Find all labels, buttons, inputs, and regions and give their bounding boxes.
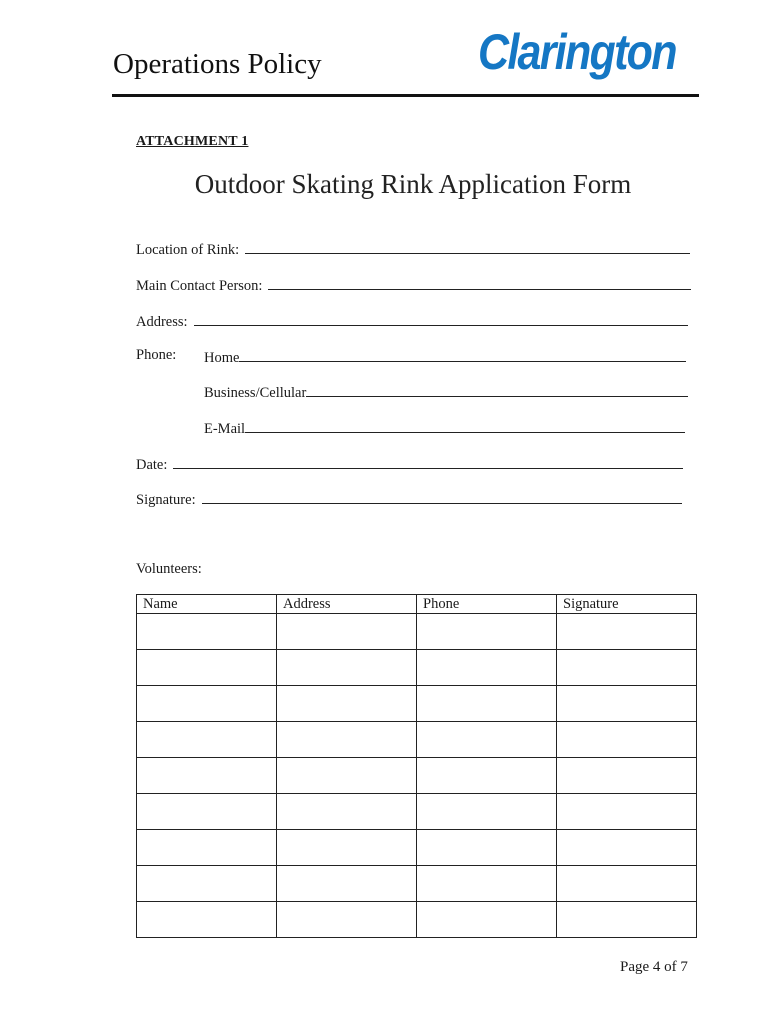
column-header-address: Address	[277, 595, 417, 614]
table-cell-name[interactable]	[137, 650, 277, 686]
table-cell-name[interactable]	[137, 830, 277, 866]
phone-label-wrap	[136, 347, 176, 364]
table-cell-phone[interactable]	[417, 614, 557, 650]
signature-input-line[interactable]	[202, 489, 682, 504]
table-cell-address[interactable]	[277, 794, 417, 830]
email-input-line[interactable]	[245, 418, 685, 433]
table-row	[137, 686, 697, 722]
table-cell-phone[interactable]	[417, 722, 557, 758]
table-cell-phone[interactable]	[417, 686, 557, 722]
page-number: Page 4 of 7	[620, 959, 688, 975]
phone-home-field[interactable]	[204, 347, 686, 367]
email-label: E-Mail	[204, 421, 246, 437]
table-cell-signature[interactable]	[557, 830, 697, 866]
address-input-line[interactable]	[194, 311, 688, 326]
date-input-line[interactable]	[173, 454, 683, 469]
table-cell-signature[interactable]	[557, 686, 697, 722]
table-cell-phone[interactable]	[417, 830, 557, 866]
table-cell-phone[interactable]	[417, 902, 557, 938]
clarington-logo: Clarington	[478, 24, 676, 80]
table-cell-address[interactable]	[277, 866, 417, 902]
address-field[interactable]	[136, 311, 688, 331]
location-label: Location of Rink:	[136, 242, 240, 258]
date-field[interactable]	[136, 454, 683, 474]
phone-home-label: Home	[204, 350, 240, 366]
table-cell-address[interactable]	[277, 614, 417, 650]
table-cell-address[interactable]	[277, 758, 417, 794]
contact-input-line[interactable]	[268, 275, 691, 290]
volunteers-header-row	[137, 595, 697, 614]
table-row	[137, 830, 697, 866]
phone-business-input-line[interactable]	[306, 382, 688, 397]
table-cell-address[interactable]	[277, 650, 417, 686]
table-row	[137, 722, 697, 758]
table-cell-signature[interactable]	[557, 650, 697, 686]
table-cell-signature[interactable]	[557, 902, 697, 938]
header-divider	[112, 94, 699, 97]
table-cell-address[interactable]	[277, 902, 417, 938]
date-label: Date:	[136, 457, 168, 473]
table-row	[137, 614, 697, 650]
table-row	[137, 902, 697, 938]
table-row	[137, 758, 697, 794]
table-cell-name[interactable]	[137, 794, 277, 830]
table-cell-name[interactable]	[137, 686, 277, 722]
location-field[interactable]	[136, 239, 690, 259]
table-cell-signature[interactable]	[557, 614, 697, 650]
table-cell-phone[interactable]	[417, 794, 557, 830]
table-cell-name[interactable]	[137, 722, 277, 758]
table-cell-signature[interactable]	[557, 794, 697, 830]
volunteers-label: Volunteers:	[136, 561, 202, 577]
signature-label: Signature:	[136, 492, 196, 508]
form-title: Outdoor Skating Rink Application Form	[194, 169, 632, 199]
table-cell-name[interactable]	[137, 758, 277, 794]
table-cell-name[interactable]	[137, 902, 277, 938]
table-cell-signature[interactable]	[557, 722, 697, 758]
signature-field[interactable]	[136, 489, 682, 509]
table-cell-name[interactable]	[137, 866, 277, 902]
contact-field[interactable]	[136, 275, 691, 295]
phone-business-field[interactable]	[204, 382, 688, 402]
column-header-name: Name	[137, 595, 277, 614]
attachment-label: ATTACHMENT 1	[136, 134, 249, 149]
table-cell-phone[interactable]	[417, 650, 557, 686]
volunteers-table	[136, 594, 697, 938]
location-input-line[interactable]	[245, 239, 690, 254]
table-row	[137, 866, 697, 902]
email-field[interactable]	[204, 418, 685, 438]
contact-label: Main Contact Person:	[136, 278, 263, 294]
page-header-title: Operations Policy	[113, 48, 322, 80]
table-cell-phone[interactable]	[417, 758, 557, 794]
address-label: Address:	[136, 314, 188, 330]
table-cell-address[interactable]	[277, 686, 417, 722]
table-cell-address[interactable]	[277, 830, 417, 866]
table-cell-address[interactable]	[277, 722, 417, 758]
column-header-phone: Phone	[417, 595, 557, 614]
phone-label: Phone:	[136, 347, 177, 363]
table-cell-signature[interactable]	[557, 758, 697, 794]
phone-home-input-line[interactable]	[239, 347, 686, 362]
table-cell-name[interactable]	[137, 614, 277, 650]
table-row	[137, 794, 697, 830]
phone-business-label: Business/Cellular	[204, 385, 307, 401]
column-header-signature: Signature	[557, 595, 697, 614]
table-cell-phone[interactable]	[417, 866, 557, 902]
table-cell-signature[interactable]	[557, 866, 697, 902]
table-row	[137, 650, 697, 686]
